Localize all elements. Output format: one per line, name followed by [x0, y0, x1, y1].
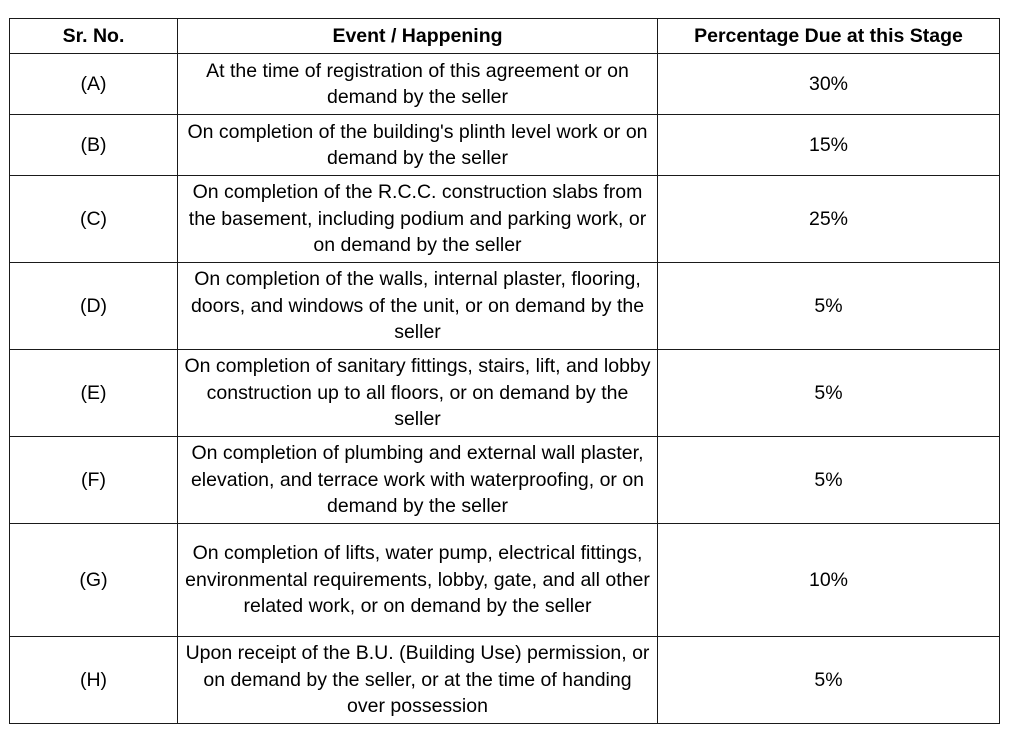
sr-no-cell: (G): [10, 524, 178, 637]
sr-no-cell: (F): [10, 437, 178, 524]
table-row: [10, 54, 1000, 115]
event-cell: On completion of the building's plinth level work or on demand by the seller: [178, 115, 658, 176]
table-header-row: [10, 19, 1000, 54]
table-row: [10, 115, 1000, 176]
table-row: [10, 637, 1000, 724]
percentage-cell: 15%: [658, 115, 1000, 176]
header-event: Event / Happening: [178, 19, 658, 54]
sr-no-cell: (D): [10, 263, 178, 350]
event-cell: On completion of the walls, internal plaster, flooring, doors, and windows of the unit, or on demand by the seller: [178, 263, 658, 350]
table-row: [10, 350, 1000, 437]
event-cell: On completion of sanitary fittings, stairs, lift, and lobby construction up to all floors, or on demand by the seller: [178, 350, 658, 437]
percentage-cell: 5%: [658, 637, 1000, 724]
table-row: [10, 524, 1000, 637]
percentage-cell: 5%: [658, 263, 1000, 350]
percentage-cell: 25%: [658, 176, 1000, 263]
sr-no-cell: (H): [10, 637, 178, 724]
table-row: [10, 263, 1000, 350]
event-cell: At the time of registration of this agreement or on demand by the seller: [178, 54, 658, 115]
event-cell: On completion of the R.C.C. construction slabs from the basement, including podium and parking work, or on demand by the seller: [178, 176, 658, 263]
table-row: [10, 176, 1000, 263]
percentage-cell: 5%: [658, 350, 1000, 437]
sr-no-cell: (C): [10, 176, 178, 263]
table-row: [10, 437, 1000, 524]
sr-no-cell: (B): [10, 115, 178, 176]
percentage-cell: 5%: [658, 437, 1000, 524]
payment-schedule-table: [9, 18, 1000, 724]
sr-no-cell: (E): [10, 350, 178, 437]
sr-no-cell: (A): [10, 54, 178, 115]
event-cell: On completion of plumbing and external wall plaster, elevation, and terrace work with waterproofing, or on demand by the seller: [178, 437, 658, 524]
percentage-cell: 10%: [658, 524, 1000, 637]
event-cell: Upon receipt of the B.U. (Building Use) permission, or on demand by the seller, or at the time of handing over possession: [178, 637, 658, 724]
header-percentage: Percentage Due at this Stage: [658, 19, 1000, 54]
percentage-cell: 30%: [658, 54, 1000, 115]
event-cell: On completion of lifts, water pump, electrical fittings, environmental requirements, lobby, gate, and all other related work, or on demand by the seller: [178, 524, 658, 637]
header-sr-no: Sr. No.: [10, 19, 178, 54]
